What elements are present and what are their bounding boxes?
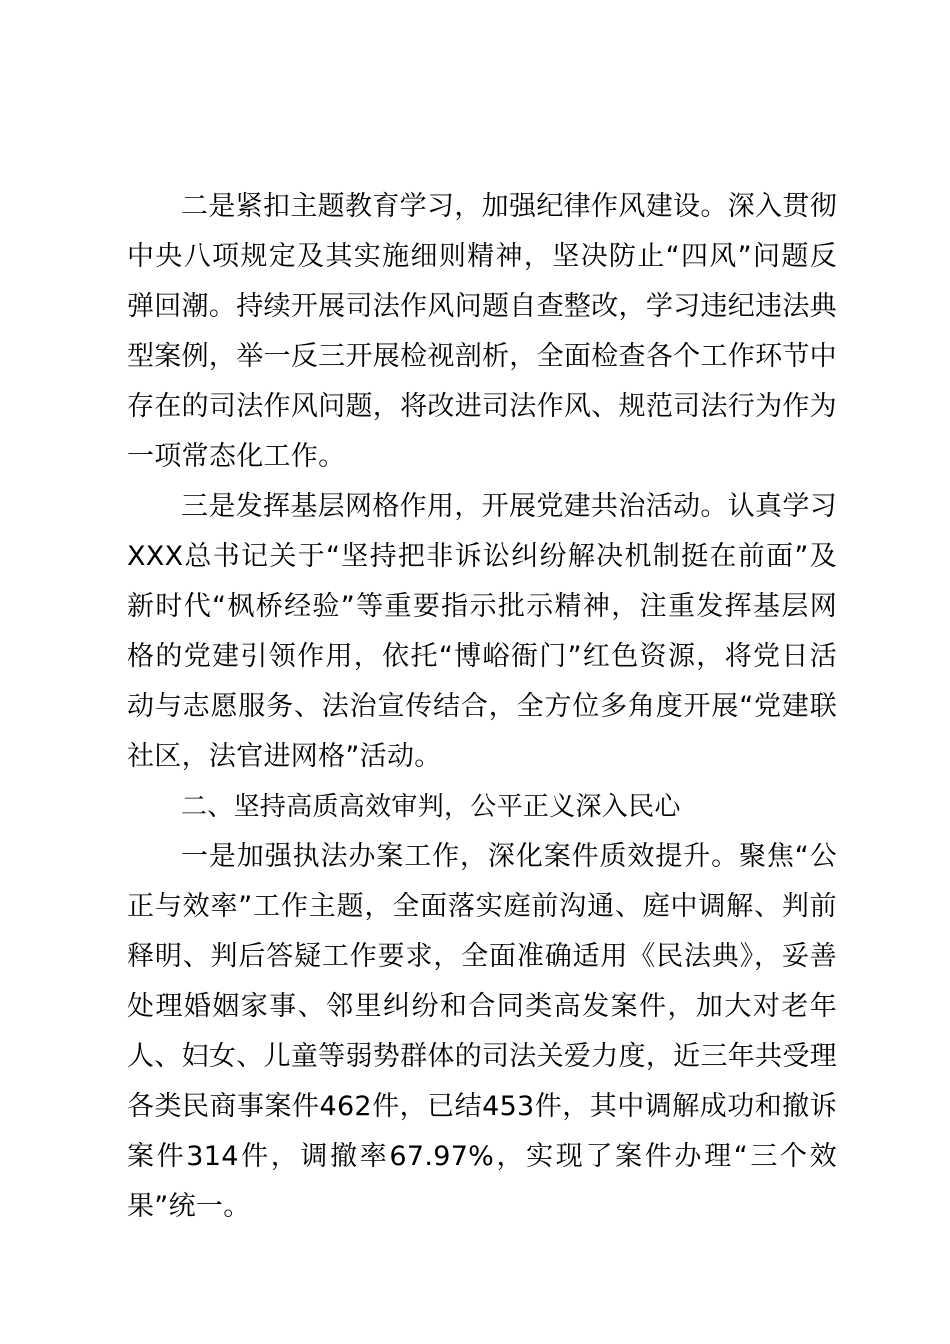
paragraph-discipline: 二是紧扣主题教育学习，加强纪律作风建设。深入贯彻中央八项规定及其实施细则精神，坚决防止“四风”问题反弹回潮。持续开展司法作风问题自查整改，学习违纪违法典型案例，举一反三开展检视剖析，全面检查各个工作环节中存在的司法作风问题，将改进司法作风、规范司法行为作为一项常态化工作。 — [127, 191, 837, 472]
paragraph-party-building: 三是发挥基层网格作用，开展党建共治活动。认真学习XXX总书记关于“坚持把非诉讼纠纷解决机制挺在前面”及新时代“枫桥经验”等重要指示批示精神，注重发挥基层网格的党建引领作用，依托“博峪衙门”红色资源，将党日活动与志愿服务、法治宣传结合，全方位多角度开展“党建联社区，法官进网格”活动。 — [127, 491, 837, 772]
document-body — [127, 182, 837, 1232]
paragraph-case-handling: 一是加强执法办案工作，深化案件质效提升。聚焦“公正与效率”工作主题，全面落实庭前沟通、庭中调解、判前释明、判后答疑工作要求，全面准确适用《民法典》，妥善处理婚姻家事、邻里纠纷和合同类高发案件，加大对老年人、妇女、儿童等弱势群体的司法关爱力度，近三年共受理各类民商事案件462件，已结453件，其中调解成功和撤诉案件314件，调撤率67.97%，实现了案件办理“三个效果”统一。 — [127, 841, 837, 1222]
section-heading-trial: 二、坚持高质高效审判，公平正义深入民心 — [181, 792, 681, 822]
